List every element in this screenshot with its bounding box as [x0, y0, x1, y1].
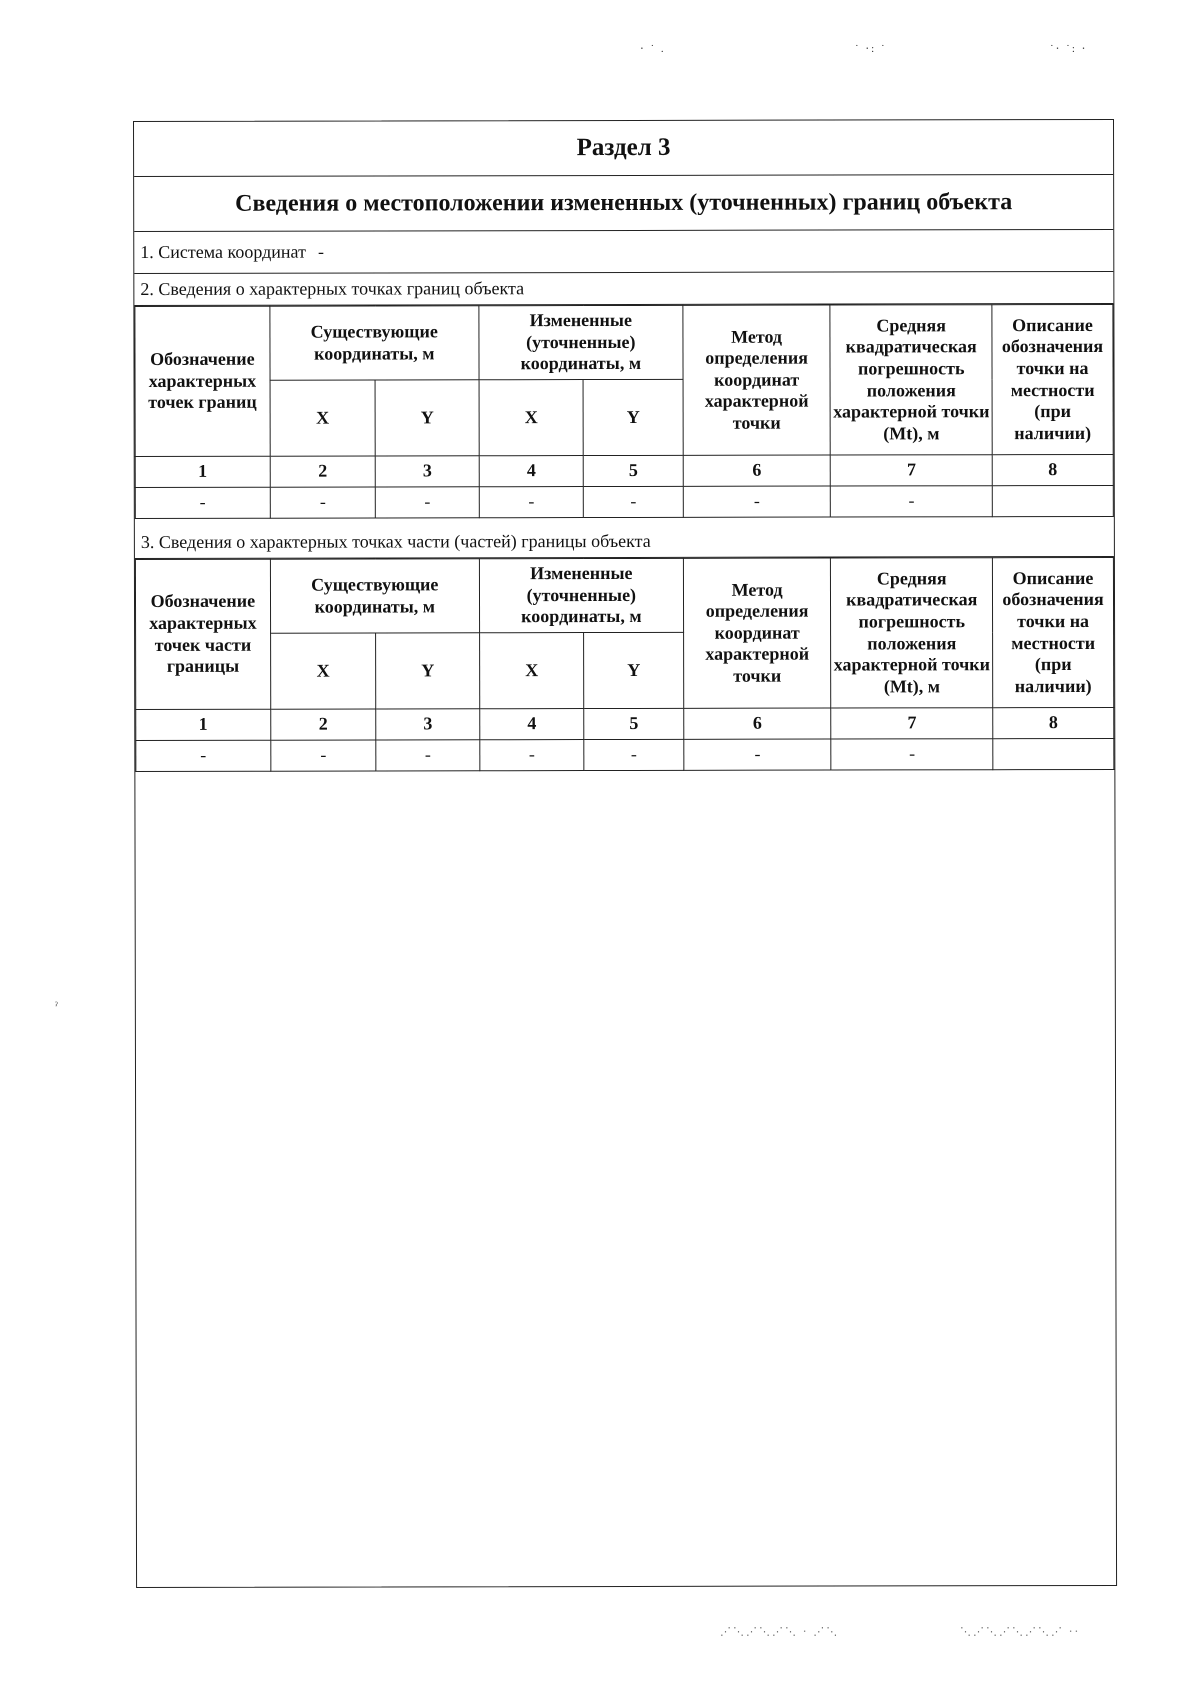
table-cell: -: [376, 487, 480, 518]
table-cell: -: [270, 487, 376, 518]
table-cell: -: [135, 487, 270, 518]
coord-system-row: [134, 230, 1113, 274]
column-number: 7: [831, 708, 993, 739]
col-point-designation: Обозначение характерных точек границ: [135, 306, 270, 456]
col-mean-error: Средняя квадратическая погрешность положения характерной точки (Mt), м: [831, 558, 993, 708]
table2-caption: 3. Сведения о характерных точках части (частей) границы объекта: [135, 525, 1114, 559]
column-number: 7: [831, 455, 993, 486]
table1-caption: 2. Сведения о характерных точках границ объекта: [134, 272, 1113, 306]
col-description: Описание обозначения точки на местности (при наличии): [992, 304, 1113, 454]
col-point-designation: Обозначение характерных точек части границы: [135, 559, 270, 709]
coord-system-label: 1. Система координат: [140, 241, 306, 262]
scan-noise: ˙ ⋅: ˙: [855, 43, 887, 55]
col-changed-coords: Измененные (уточненные) координаты, м: [479, 305, 683, 379]
scan-noise: ⋅ ˙ .: [640, 43, 666, 55]
column-number: 8: [992, 454, 1113, 485]
column-number: 2: [270, 456, 376, 487]
col-changed-y: Y: [583, 379, 683, 455]
column-number: 2: [270, 709, 376, 740]
table-cell: -: [376, 740, 480, 771]
table-row: [135, 485, 1113, 518]
table-cell: [992, 485, 1113, 516]
column-number: 3: [376, 709, 480, 740]
document-frame: [133, 119, 1117, 1588]
column-number: 5: [584, 455, 684, 486]
scan-noise: ˀ: [55, 1000, 60, 1012]
col-description: Описание обозначения точки на местности (при наличии): [993, 557, 1114, 707]
table-cell: -: [831, 739, 993, 770]
table-cell: -: [683, 486, 831, 517]
column-number: 3: [375, 456, 479, 487]
table-cell: -: [684, 739, 832, 770]
column-number: 1: [135, 456, 270, 487]
part-boundary-points-table: [135, 557, 1114, 772]
col-changed-y: Y: [584, 632, 684, 708]
column-number: 8: [993, 707, 1114, 738]
table-row: [136, 738, 1114, 771]
table-cell: -: [480, 740, 585, 771]
scan-noise: ⋱⋰⋱⋰⋱⋰⋱⋰ ⋅⋅: [960, 1626, 1081, 1638]
coord-system-value: -: [317, 241, 324, 262]
column-number: 6: [683, 455, 831, 486]
col-existing-x: X: [270, 633, 376, 709]
scan-noise: ⋰⋱⋰⋱⋰⋱ ⋅ ⋰⋱: [720, 1626, 840, 1638]
table-cell: [993, 738, 1114, 769]
col-changed-x: X: [479, 380, 584, 456]
col-method: Метод определения координат характерной точки: [683, 558, 831, 708]
scan-noise: ˙⋅ ˙: ⋅: [1050, 43, 1088, 55]
column-number: 4: [480, 709, 585, 740]
column-number: 4: [479, 456, 584, 487]
col-mean-error: Средняя квадратическая погрешность положения характерной точки (Mt), м: [830, 305, 992, 455]
col-method: Метод определения координат характерной точки: [683, 305, 831, 455]
section-title: Раздел 3: [134, 120, 1113, 177]
column-numbers-row: [136, 707, 1114, 740]
table-cell: -: [831, 486, 993, 517]
table-cell: -: [584, 739, 684, 770]
col-changed-x: X: [479, 633, 584, 709]
table-cell: -: [271, 740, 377, 771]
column-numbers-row: [135, 454, 1113, 487]
column-number: 1: [136, 709, 271, 740]
document-heading: Сведения о местоположении измененных (уточненных) границ объекта: [134, 175, 1113, 232]
col-existing-y: Y: [376, 633, 480, 709]
col-existing-coords: Существующие координаты, м: [270, 306, 479, 380]
col-existing-y: Y: [375, 380, 479, 456]
table-cell: -: [479, 487, 584, 518]
table-cell: -: [136, 740, 271, 771]
col-existing-x: X: [270, 380, 376, 456]
boundary-points-table: [134, 304, 1113, 519]
table-cell: -: [584, 486, 684, 517]
col-existing-coords: Существующие координаты, м: [270, 559, 479, 633]
col-changed-coords: Измененные (уточненные) координаты, м: [479, 558, 683, 632]
column-number: 5: [584, 708, 684, 739]
column-number: 6: [684, 708, 832, 739]
